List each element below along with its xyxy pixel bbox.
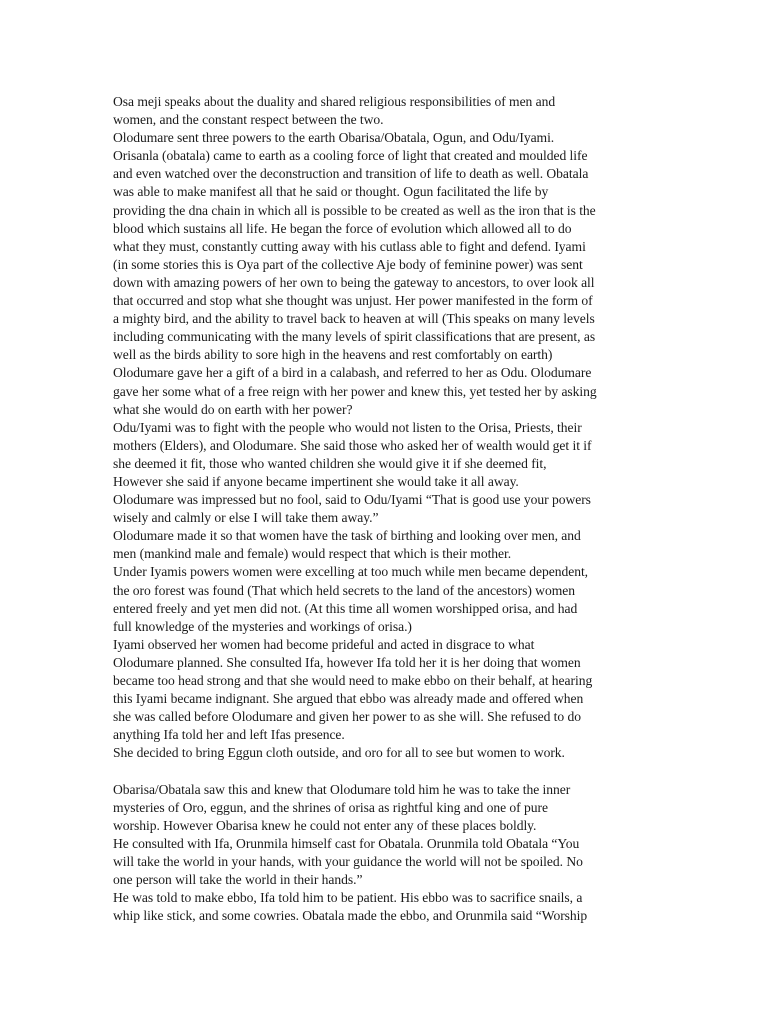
text-line: what she would do on earth with her power? (113, 401, 353, 417)
text-line: was able to make manifest all that he said or thought. Ogun facilitated the life by (113, 184, 549, 200)
text-line: gave her some what of a free reign with her power and knew this, yet tested her by asking (113, 383, 597, 399)
text-line: Olodumare planned. She consulted Ifa, however Ifa told her it is her doing that women (113, 654, 581, 670)
text-line: Iyami observed her women had become prideful and acted in disgrace to what (113, 636, 535, 652)
text-line: will take the world in your hands, with your guidance the world will not be spoiled. No (113, 853, 583, 869)
text-line: Orisanla (obatala) came to earth as a cooling force of light that created and moulded life (113, 148, 588, 164)
text-line: However she said if anyone became impertinent she would take it all away. (113, 473, 519, 489)
text-line: providing the dna chain in which all is possible to be created as well as the iron that is the (113, 202, 596, 218)
text-line: wisely and calmly or else I will take them away.” (113, 510, 379, 526)
text-line: blood which sustains all life. He began the force of evolution which allowed all to do (113, 220, 572, 236)
text-line: that occurred and stop what she thought was unjust. Her power manifested in the form of (113, 293, 593, 309)
text-line: anything Ifa told her and left Ifas presence. (113, 727, 345, 743)
text-line: (in some stories this is Oya part of the collective Aje body of feminine power) was sent (113, 256, 583, 272)
text-line: entered freely and yet men did not. (At this time all women worshipped orisa, and had (113, 600, 578, 616)
text-line: whip like stick, and some cowries. Obatala made the ebbo, and Orunmila said “Worship (113, 908, 588, 924)
text-line: what they must, constantly cutting away with his cutlass able to fight and defend. Iyami (113, 238, 586, 254)
text-line: women, and the constant respect between the two. (113, 112, 384, 128)
text-line: Olodumare was impressed but no fool, said to Odu/Iyami “That is good use your powers (113, 492, 591, 508)
text-line: she deemed it fit, those who wanted children she would give it if she deemed fit, (113, 455, 547, 471)
text-line: Osa meji speaks about the duality and shared religious responsibilities of men and (113, 94, 556, 109)
text-line: mothers (Elders), and Olodumare. She said those who asked her of wealth would get it if (113, 437, 592, 453)
text-line: became too head strong and that she would need to make ebbo on their behalf, at hearing (113, 673, 593, 688)
text-line: Under Iyamis powers women were excelling at too much while men became dependent, (113, 564, 589, 580)
paragraph-gap (113, 762, 658, 780)
text-line: including communicating with the many levels of spirit classifications that are present, as (113, 329, 596, 345)
text-line: Odu/Iyami was to fight with the people who would not listen to the Orisa, Priests, their (113, 419, 582, 435)
text-line: worship. However Obarisa knew he could not enter any of these places boldly. (113, 817, 537, 833)
text-line: men (mankind male and female) would respect that which is their mother. (113, 546, 512, 562)
text-line: she was called before Olodumare and given her power to as she will. She refused to do (113, 709, 581, 725)
document-body (113, 93, 658, 925)
text-line: Olodumare sent three powers to the earth Obarisa/Obatala, Ogun, and Odu/Iyami. (113, 130, 555, 146)
text-line: mysteries of Oro, eggun, and the shrines of orisa as rightful king and one of pure (113, 799, 548, 815)
text-line: Olodumare gave her a gift of a bird in a calabash, and referred to her as Odu. Olodumare (113, 365, 592, 381)
text-line: well as the birds ability to sore high in the heavens and rest comfortably on earth) (113, 347, 553, 363)
text-line: a mighty bird, and the ability to travel back to heaven at will (This speaks on many levels (113, 311, 595, 327)
text-line: and even watched over the deconstruction and transition of life to death as well. Obatala (113, 166, 589, 182)
text-line: this Iyami became indignant. She argued that ebbo was already made and offered when (113, 691, 584, 707)
text-line: Obarisa/Obatala saw this and knew that Olodumare told him he was to take the inner (113, 781, 571, 797)
text-line: She decided to bring Eggun cloth outside, and oro for all to see but women to work. (113, 745, 565, 761)
text-line: down with amazing powers of her own to being the gateway to ancestors, to over look all (113, 274, 595, 290)
text-line: the oro forest was found (That which held secrets to the land of the ancestors) women (113, 582, 575, 598)
text-line: one person will take the world in their hands.” (113, 872, 363, 888)
text-line: Olodumare made it so that women have the task of birthing and looking over men, and (113, 528, 581, 544)
text-line: He consulted with Ifa, Orunmila himself cast for Obatala. Orunmila told Obatala “You (113, 835, 580, 851)
text-line: He was told to make ebbo, Ifa told him to be patient. His ebbo was to sacrifice snails, a (113, 890, 583, 906)
text-line: full knowledge of the mysteries and workings of orisa.) (113, 618, 412, 634)
